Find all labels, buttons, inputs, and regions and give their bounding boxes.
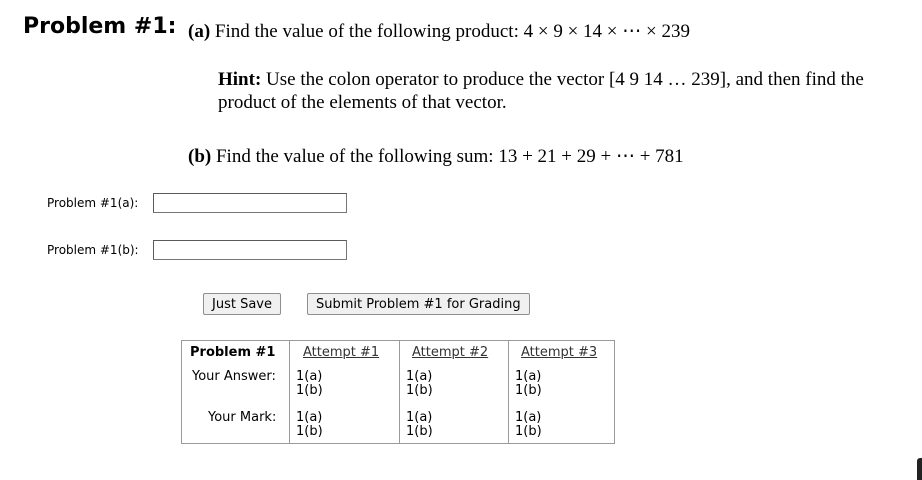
attempt-3-answer-b: 1(b): [515, 383, 542, 398]
scrollbar-edge: [917, 458, 922, 480]
attempt-3-mark-a: 1(a): [515, 410, 542, 425]
column-divider: [289, 341, 290, 443]
your-answer-label: Your Answer:: [192, 369, 276, 384]
part-a-statement: [188, 20, 690, 43]
attempt-2-mark-a: 1(a): [406, 410, 433, 425]
hint-text: Use the colon operator to produce the vector [4 9 14 … 239], and then find the product of the elements of that vector.: [218, 69, 864, 113]
attempt-1-mark-b: 1(b): [296, 424, 323, 439]
attempt-2-answer-b: 1(b): [406, 383, 433, 398]
problem-title: Problem #1:: [23, 14, 177, 39]
your-mark-label: Your Mark:: [208, 410, 277, 425]
answer-row-a: [47, 193, 347, 213]
grade-table-header: Problem #1: [190, 345, 276, 360]
attempt-2-mark-b: 1(b): [406, 424, 433, 439]
answer-b-input[interactable]: [153, 240, 347, 260]
part-b-text: Find the value of the following sum:: [215, 146, 494, 167]
column-divider: [399, 341, 400, 443]
grade-table: [181, 340, 615, 444]
answer-b-label: Problem #1(b):: [47, 243, 139, 257]
part-a-text: Find the value of the following product:: [214, 21, 519, 42]
attempt-2-answer-a: 1(a): [406, 369, 433, 384]
part-b-math: 13 + 21 + 29 + ⋯ + 781: [498, 146, 684, 167]
attempt-1-answer-b: 1(b): [296, 383, 323, 398]
attempt-1-link[interactable]: Attempt #1: [303, 345, 380, 360]
column-divider: [508, 341, 509, 443]
part-a-math: 4 × 9 × 14 × ⋯ × 239: [523, 21, 690, 42]
hint-label: Hint:: [218, 69, 262, 90]
answer-a-label: Problem #1(a):: [47, 196, 139, 210]
attempt-1-answer-a: 1(a): [296, 369, 323, 384]
attempt-3-answer-a: 1(a): [515, 369, 542, 384]
just-save-button[interactable]: Just Save: [203, 293, 281, 315]
part-b-label: (b): [188, 146, 212, 167]
attempt-3-link[interactable]: Attempt #3: [521, 345, 598, 360]
attempt-2-link[interactable]: Attempt #2: [412, 345, 489, 360]
hint: [218, 68, 908, 114]
part-b-statement: [188, 145, 684, 168]
attempt-3-mark-b: 1(b): [515, 424, 542, 439]
answer-row-b: [47, 240, 347, 260]
submit-grading-button[interactable]: Submit Problem #1 for Grading: [307, 293, 530, 315]
answer-a-input[interactable]: [153, 193, 347, 213]
part-a-label: (a): [188, 21, 211, 42]
attempt-1-mark-a: 1(a): [296, 410, 323, 425]
